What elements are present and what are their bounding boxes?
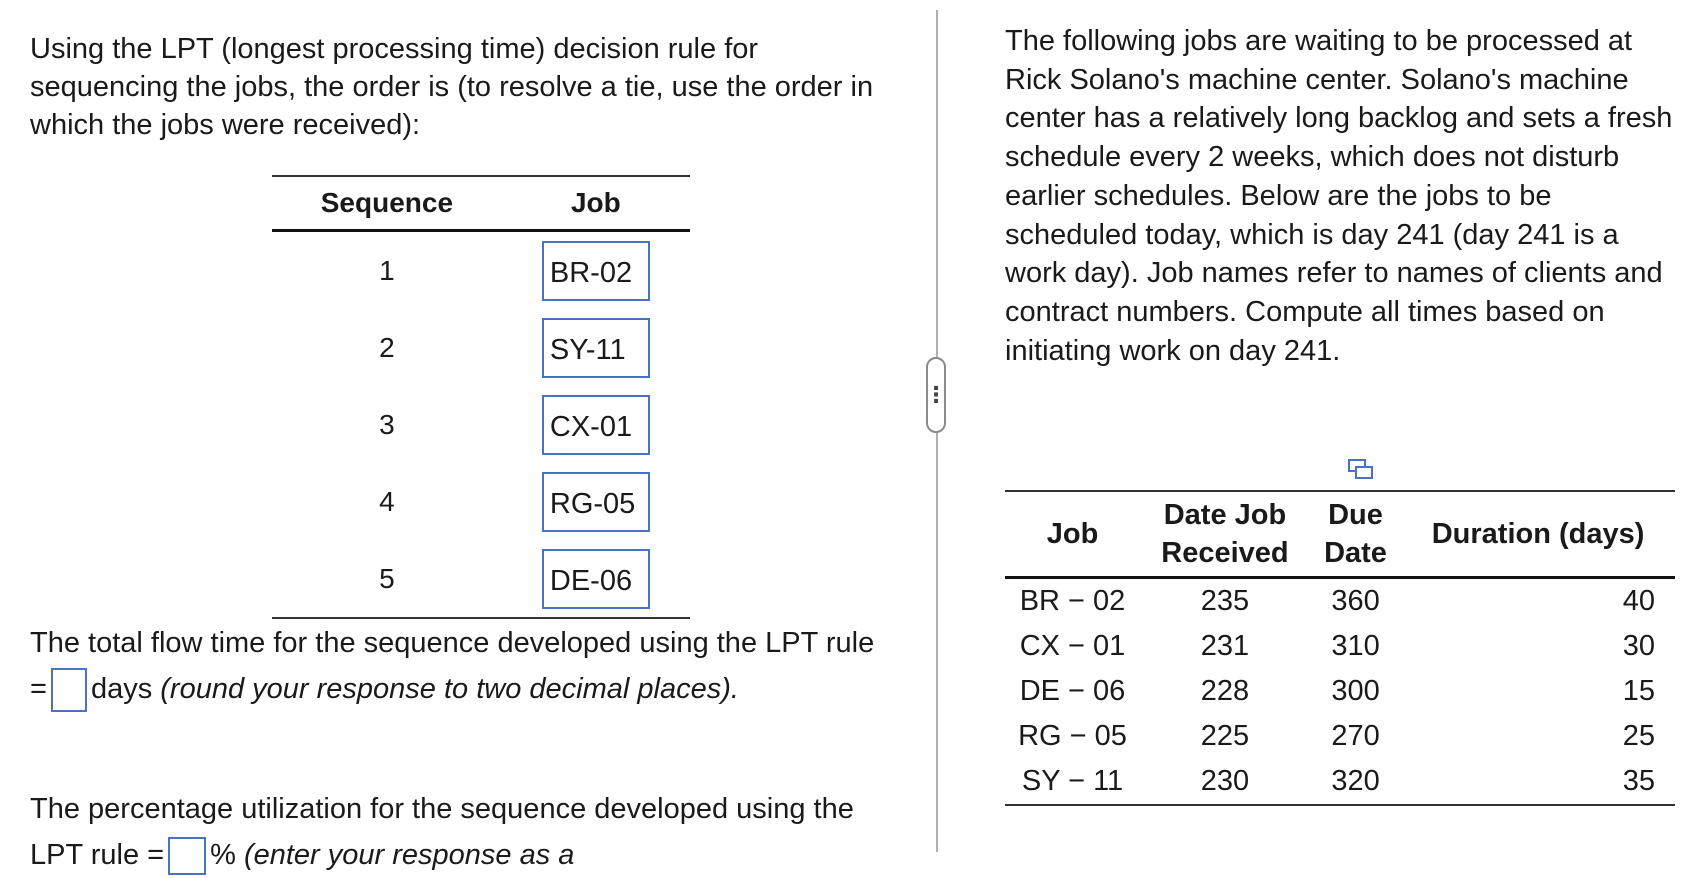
utilization-unit: %: [210, 839, 236, 871]
flow-time-unit: days: [90, 673, 153, 705]
job-answer-box[interactable]: CX-01: [542, 395, 650, 455]
job-cell: RG − 05: [1018, 720, 1127, 752]
copy-icon[interactable]: [1347, 458, 1375, 482]
sequence-number: 3: [379, 408, 395, 440]
utilization-input[interactable]: [168, 837, 206, 875]
flow-time-text: The total flow time for the sequence developed using the LPT rule =: [30, 627, 875, 705]
job-answer-box[interactable]: DE-06: [542, 549, 650, 609]
table-row: [272, 540, 690, 618]
due-header-line1: Due: [1328, 499, 1383, 531]
job-cell: DE − 06: [1019, 675, 1126, 707]
sequence-number: 4: [379, 485, 395, 517]
job-cell: SY − 11: [1005, 759, 1140, 805]
received-cell: 235: [1200, 585, 1250, 617]
duration-cell: 35: [1401, 759, 1675, 805]
received-cell: 225: [1200, 720, 1250, 752]
duration-cell: 25: [1622, 720, 1655, 752]
question-intro: Using the LPT (longest processing time) decision rule for sequencing the jobs, the order is (to resolve a tie, use the order in which the jobs were received):: [30, 33, 874, 141]
table-row: [272, 309, 690, 386]
job-answer-box[interactable]: RG-05: [542, 472, 650, 532]
sequence-table: [272, 175, 690, 619]
flow-time-question: [30, 620, 880, 712]
due-cell: 300: [1331, 675, 1380, 707]
left-panel: [30, 20, 910, 871]
table-row: [1005, 624, 1675, 669]
due-cell: 270: [1331, 720, 1380, 752]
table-row: [1005, 759, 1675, 805]
job-answer-box[interactable]: BR-02: [542, 241, 650, 301]
table-row: [1005, 714, 1675, 759]
job-cell: CX − 01: [1019, 630, 1126, 662]
table-row: [272, 231, 690, 310]
table-row: [1005, 578, 1675, 625]
received-header-line1: Date Job: [1163, 499, 1287, 531]
jobs-table: [1005, 490, 1675, 806]
due-header-line2: Date: [1324, 537, 1387, 569]
job-answer-box[interactable]: SY-11: [542, 318, 650, 378]
due-column-header: [1310, 491, 1401, 578]
received-cell: 228: [1200, 675, 1250, 707]
duration-cell: 15: [1622, 675, 1655, 707]
due-cell: 320: [1310, 759, 1401, 805]
flow-time-hint: (round your response to two decimal places).: [160, 673, 739, 705]
utilization-question: [30, 786, 880, 878]
job-header: Job: [502, 176, 690, 231]
sequence-number: 1: [379, 254, 395, 286]
received-cell: 230: [1140, 759, 1310, 805]
utilization-text: The percentage utilization for the sequence developed using the LPT rule =: [30, 793, 854, 871]
received-column-header: [1140, 491, 1310, 578]
right-panel: [1005, 22, 1685, 370]
table-row: [272, 463, 690, 540]
sequence-header: Sequence: [272, 176, 502, 231]
due-cell: 310: [1331, 630, 1380, 662]
job-column-header: Job: [1005, 491, 1140, 578]
flow-time-input[interactable]: [51, 668, 87, 712]
table-row: [1005, 669, 1675, 714]
duration-cell: 40: [1622, 585, 1655, 617]
problem-description: The following jobs are waiting to be processed at Rick Solano's machine center. Solano's machine center has a relatively long backlog and sets a fresh schedule every 2 weeks, which does not disturb earlier schedules. Below are the jobs to be scheduled today, which is day 241 (day 241 is a work day). Job names refer to names of clients and contract numbers. Compute all times based on initiating work on day 241.: [1005, 25, 1673, 367]
received-cell: 231: [1200, 630, 1250, 662]
utilization-hint: (enter your response as a: [243, 839, 575, 871]
sequence-number: 5: [272, 540, 502, 618]
job-cell: BR − 02: [1019, 585, 1126, 617]
received-header-line2: Received: [1161, 537, 1289, 569]
duration-column-header: Duration (days): [1401, 491, 1675, 578]
sequence-number: 2: [379, 331, 395, 363]
due-cell: 360: [1331, 585, 1380, 617]
duration-cell: 30: [1622, 630, 1655, 662]
drag-handle-icon[interactable]: ⋮: [926, 357, 946, 433]
table-row: [272, 386, 690, 463]
